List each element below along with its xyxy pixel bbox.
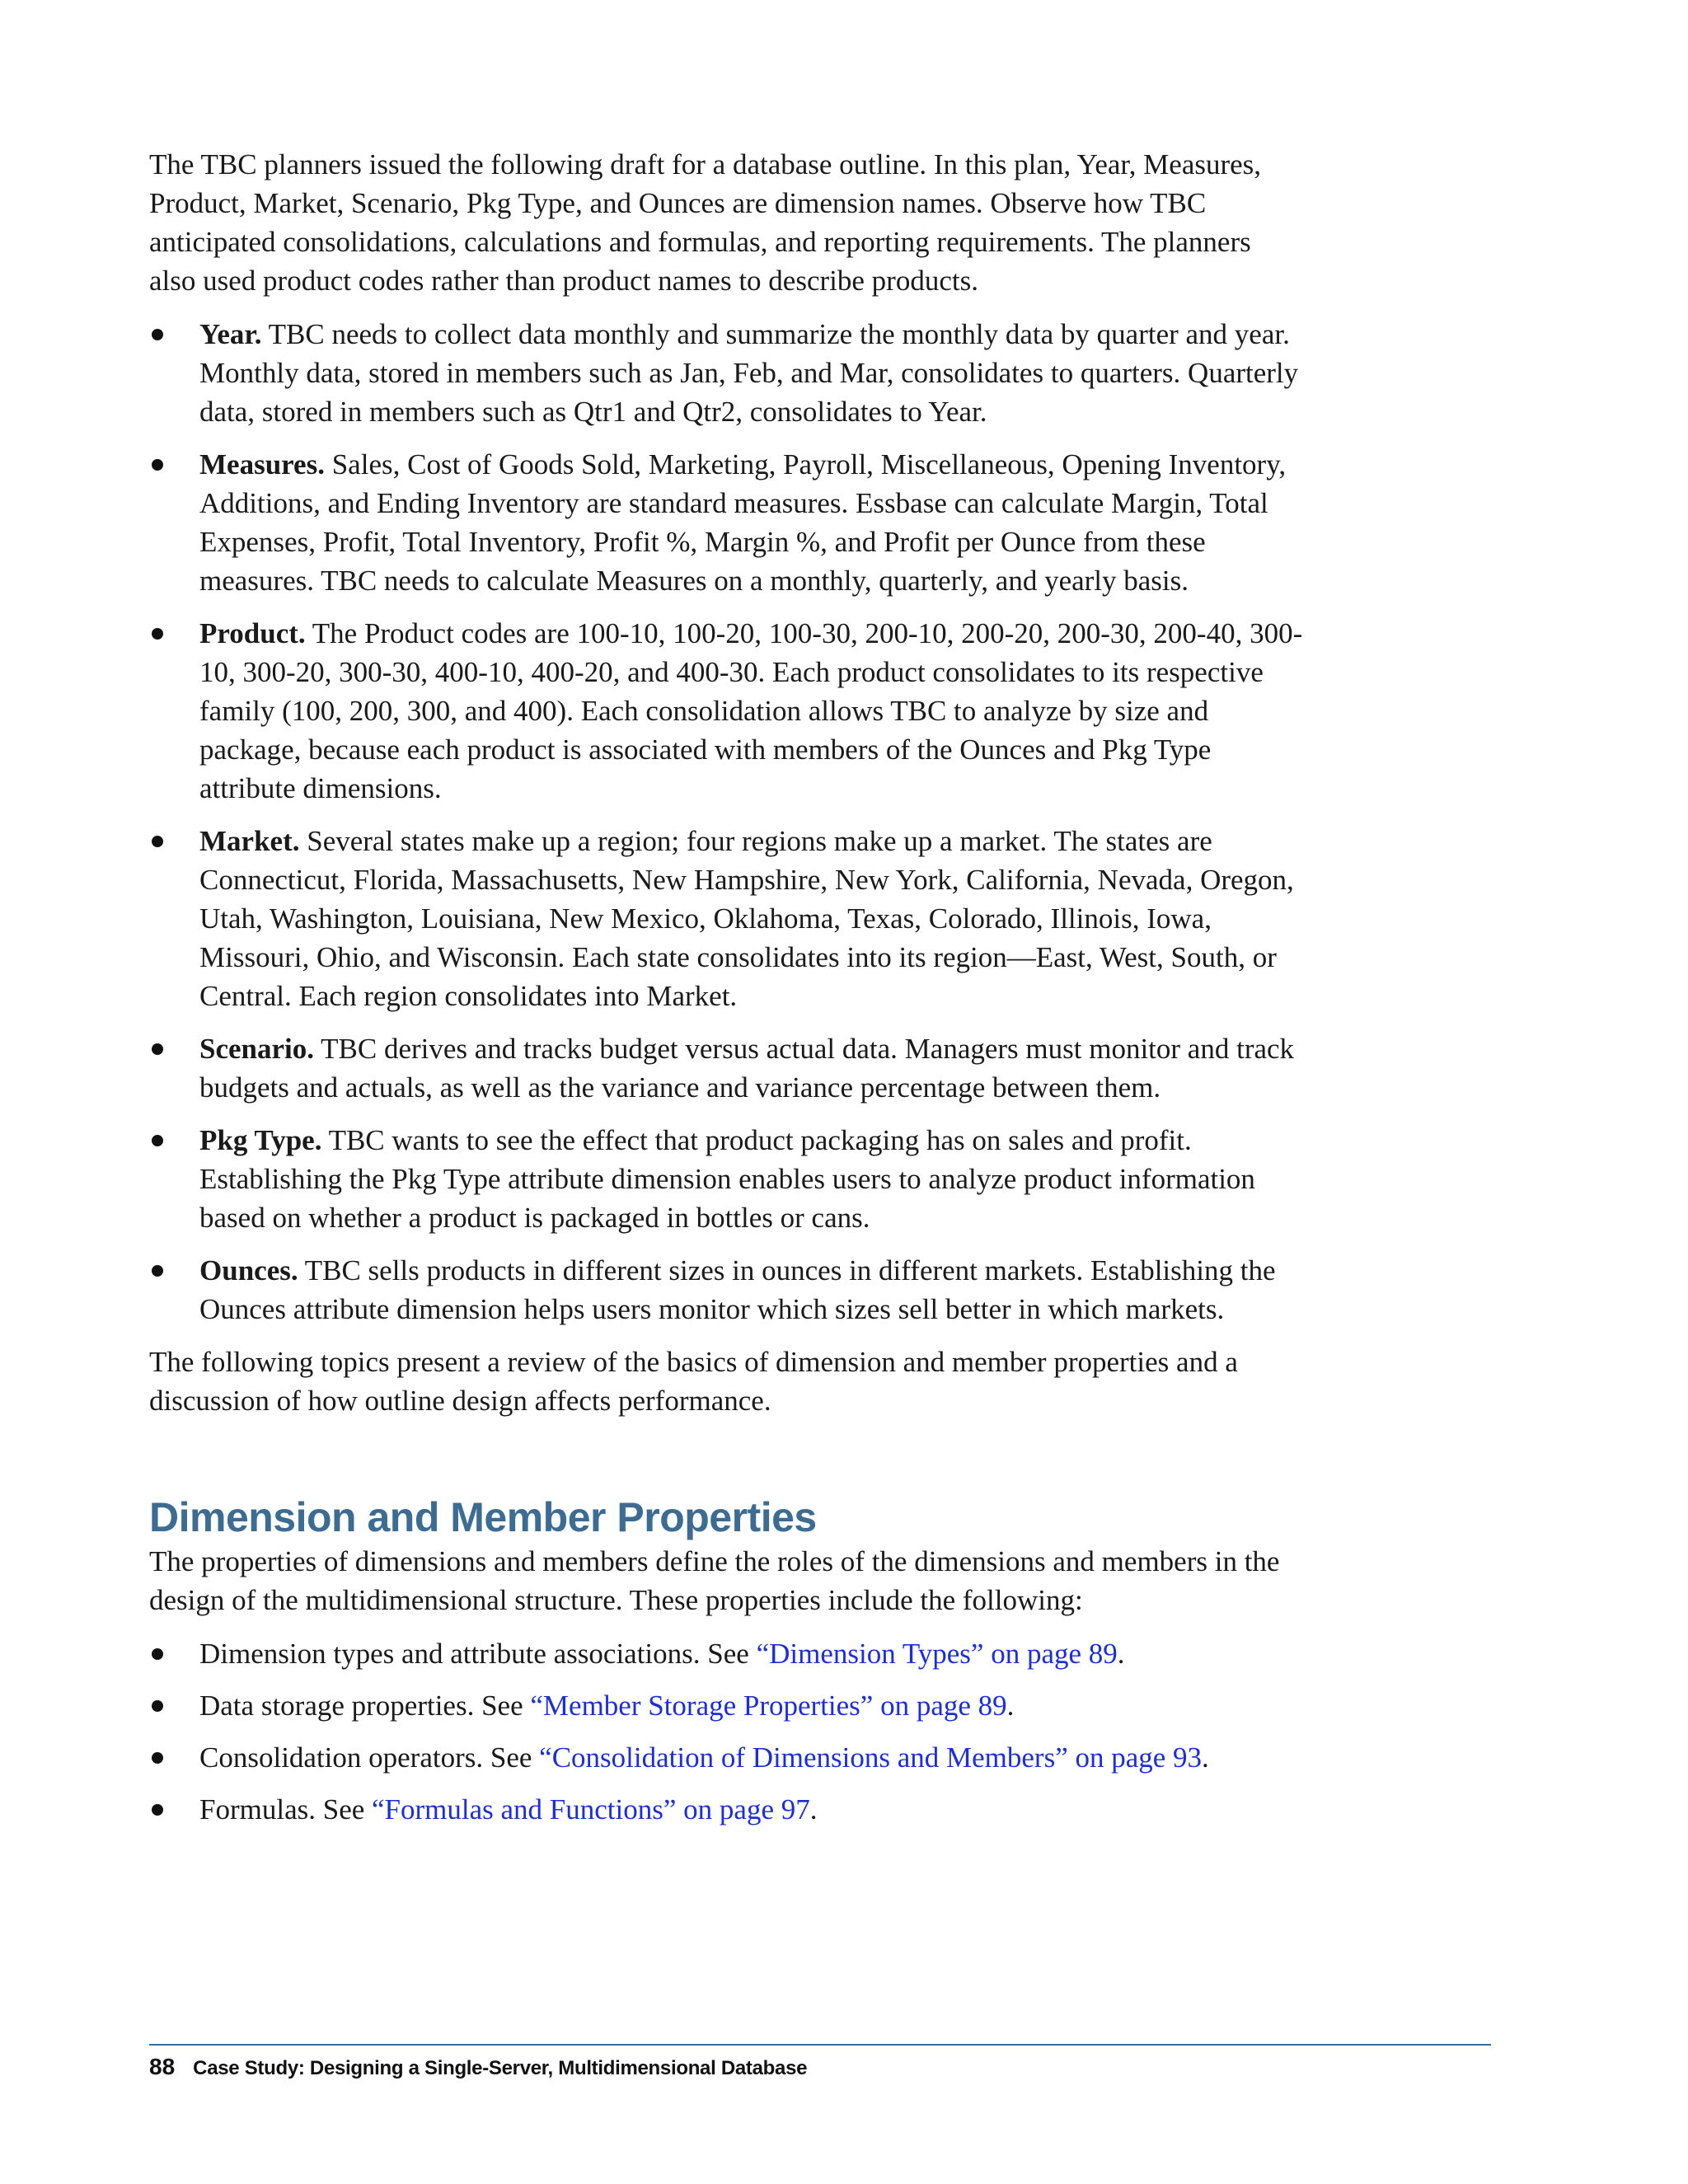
bullet-icon — [152, 1648, 163, 1660]
bullet-icon — [152, 1752, 163, 1764]
item-end: . — [809, 1793, 818, 1825]
bullet-icon — [152, 329, 163, 340]
list-item — [149, 1686, 1303, 1725]
list-item — [149, 822, 1303, 1015]
followup-paragraph: The following topics present a review of the basics of dimension and member properties and a discussion of how outline design affects performance. — [149, 1346, 1238, 1417]
list-item — [149, 1121, 1303, 1237]
list-item — [149, 1251, 1303, 1329]
intro-paragraph: The TBC planners issued the following draft for a database outline. In this plan, Year, Measures, Product, Market, Scenario, Pkg Type, and Ounces are dimension names. Observe how TBC anticipated consolidations, calculations and formulas, and reporting requirements. The planners also used product codes rather than product names to describe products. — [149, 148, 1262, 297]
list-item — [149, 1738, 1303, 1777]
section-heading: Dimension and Member Properties — [149, 1494, 817, 1540]
list-item — [149, 1634, 1303, 1673]
section-intro-paragraph: The properties of dimensions and members define the roles of the dimensions and members in the design of the multidimensional structure. These properties include the following: — [149, 1545, 1280, 1616]
list-item — [149, 315, 1303, 431]
item-text: Several states make up a region; four regions make up a market. The states are Connecticut, Florida, Massachusetts, New Hampshire, New York, California, Nevada, Oregon, Utah, Washington, Louisiana, New Mexico, Oklahoma, Texas, Colorado, Illinois, Iowa, Missouri, Ohio, and Wisconsin. Each state consolidates into its region—East, West, South, or Central. Each region consolidates into Market. — [199, 825, 1294, 1012]
item-text: The Product codes are 100-10, 100-20, 100-30, 200-10, 200-20, 200-30, 200-40, 300-10, 300-20, 300-30, 400-10, 400-20, and 400-30. Each product consolidates to its respective family (100, 200, 300, and 400). Each consolidation allows TBC to analyze by size and package, because each product is associated with members of the Ounces and Pkg Type attribute dimensions. — [199, 617, 1303, 804]
list-item — [149, 1790, 1303, 1829]
bullet-icon — [152, 459, 163, 471]
list-item — [149, 614, 1303, 808]
term-ounces: Ounces. — [199, 1254, 298, 1286]
bullet-icon — [152, 1135, 163, 1146]
term-pkg-type: Pkg Type. — [199, 1124, 322, 1156]
item-text: Data storage properties. See — [199, 1690, 531, 1722]
term-scenario: Scenario. — [199, 1033, 315, 1065]
footer-title: Case Study: Designing a Single-Server, Multidimensional Database — [193, 2057, 808, 2079]
item-text: TBC wants to see the effect that product packaging has on sales and profit. Establishing the Pkg Type attribute dimension enables users to analyze product information based on whether a product is packaged in bottles or cans. — [199, 1124, 1255, 1234]
list-item — [149, 445, 1303, 600]
term-year: Year. — [199, 318, 262, 350]
bullet-icon — [152, 836, 163, 847]
term-product: Product. — [199, 617, 306, 649]
link-member-storage-properties[interactable]: “Member Storage Properties” on page 89 — [530, 1690, 1007, 1722]
item-text: Dimension types and attribute associations. See — [199, 1638, 757, 1670]
bullet-icon — [152, 1804, 163, 1816]
bullet-icon — [152, 1043, 163, 1055]
page-number: 88 — [149, 2054, 176, 2079]
item-text: Formulas. See — [199, 1793, 373, 1825]
item-text: TBC derives and tracks budget versus actual data. Managers must monitor and track budgets and actuals, as well as the variance and variance percentage between them. — [199, 1033, 1295, 1104]
page-footer — [149, 2052, 807, 2082]
link-formulas-functions[interactable]: “Formulas and Functions” on page 97 — [372, 1793, 810, 1825]
item-text: Consolidation operators. See — [199, 1741, 540, 1774]
bullet-icon — [152, 1700, 163, 1712]
footer-divider — [149, 2044, 1491, 2046]
properties-list — [149, 1634, 1303, 1829]
item-end: . — [1117, 1638, 1125, 1670]
item-end: . — [1202, 1741, 1209, 1774]
page-body — [149, 145, 1303, 1842]
list-item — [149, 1029, 1303, 1107]
item-text: TBC sells products in different sizes in ounces in different markets. Establishing the Ounces attribute dimension helps users monitor which sizes sell better in which markets. — [199, 1254, 1276, 1325]
item-text: Sales, Cost of Goods Sold, Marketing, Payroll, Miscellaneous, Opening Inventory, Additions, and Ending Inventory are standard measures. Essbase can calculate Margin, Total Expenses, Profit, Total Inventory, Profit %, Margin %, and Profit per Ounce from these measures. TBC needs to calculate Measures on a monthly, quarterly, and yearly basis. — [199, 448, 1287, 597]
link-dimension-types[interactable]: “Dimension Types” on page 89 — [756, 1638, 1118, 1670]
link-consolidation[interactable]: “Consolidation of Dimensions and Members” on page 93 — [539, 1741, 1203, 1774]
bullet-icon — [152, 628, 163, 640]
item-end: . — [1006, 1690, 1015, 1722]
term-market: Market. — [199, 825, 300, 857]
item-text: TBC needs to collect data monthly and summarize the monthly data by quarter and year. Monthly data, stored in members such as Jan, Feb, and Mar, consolidates to quarters. Quarterly data, stored in members such as Qtr1 and Qtr2, consolidates to Year. — [199, 318, 1299, 428]
dimension-list — [149, 315, 1303, 1329]
bullet-icon — [152, 1265, 163, 1277]
term-measures: Measures. — [199, 448, 325, 480]
